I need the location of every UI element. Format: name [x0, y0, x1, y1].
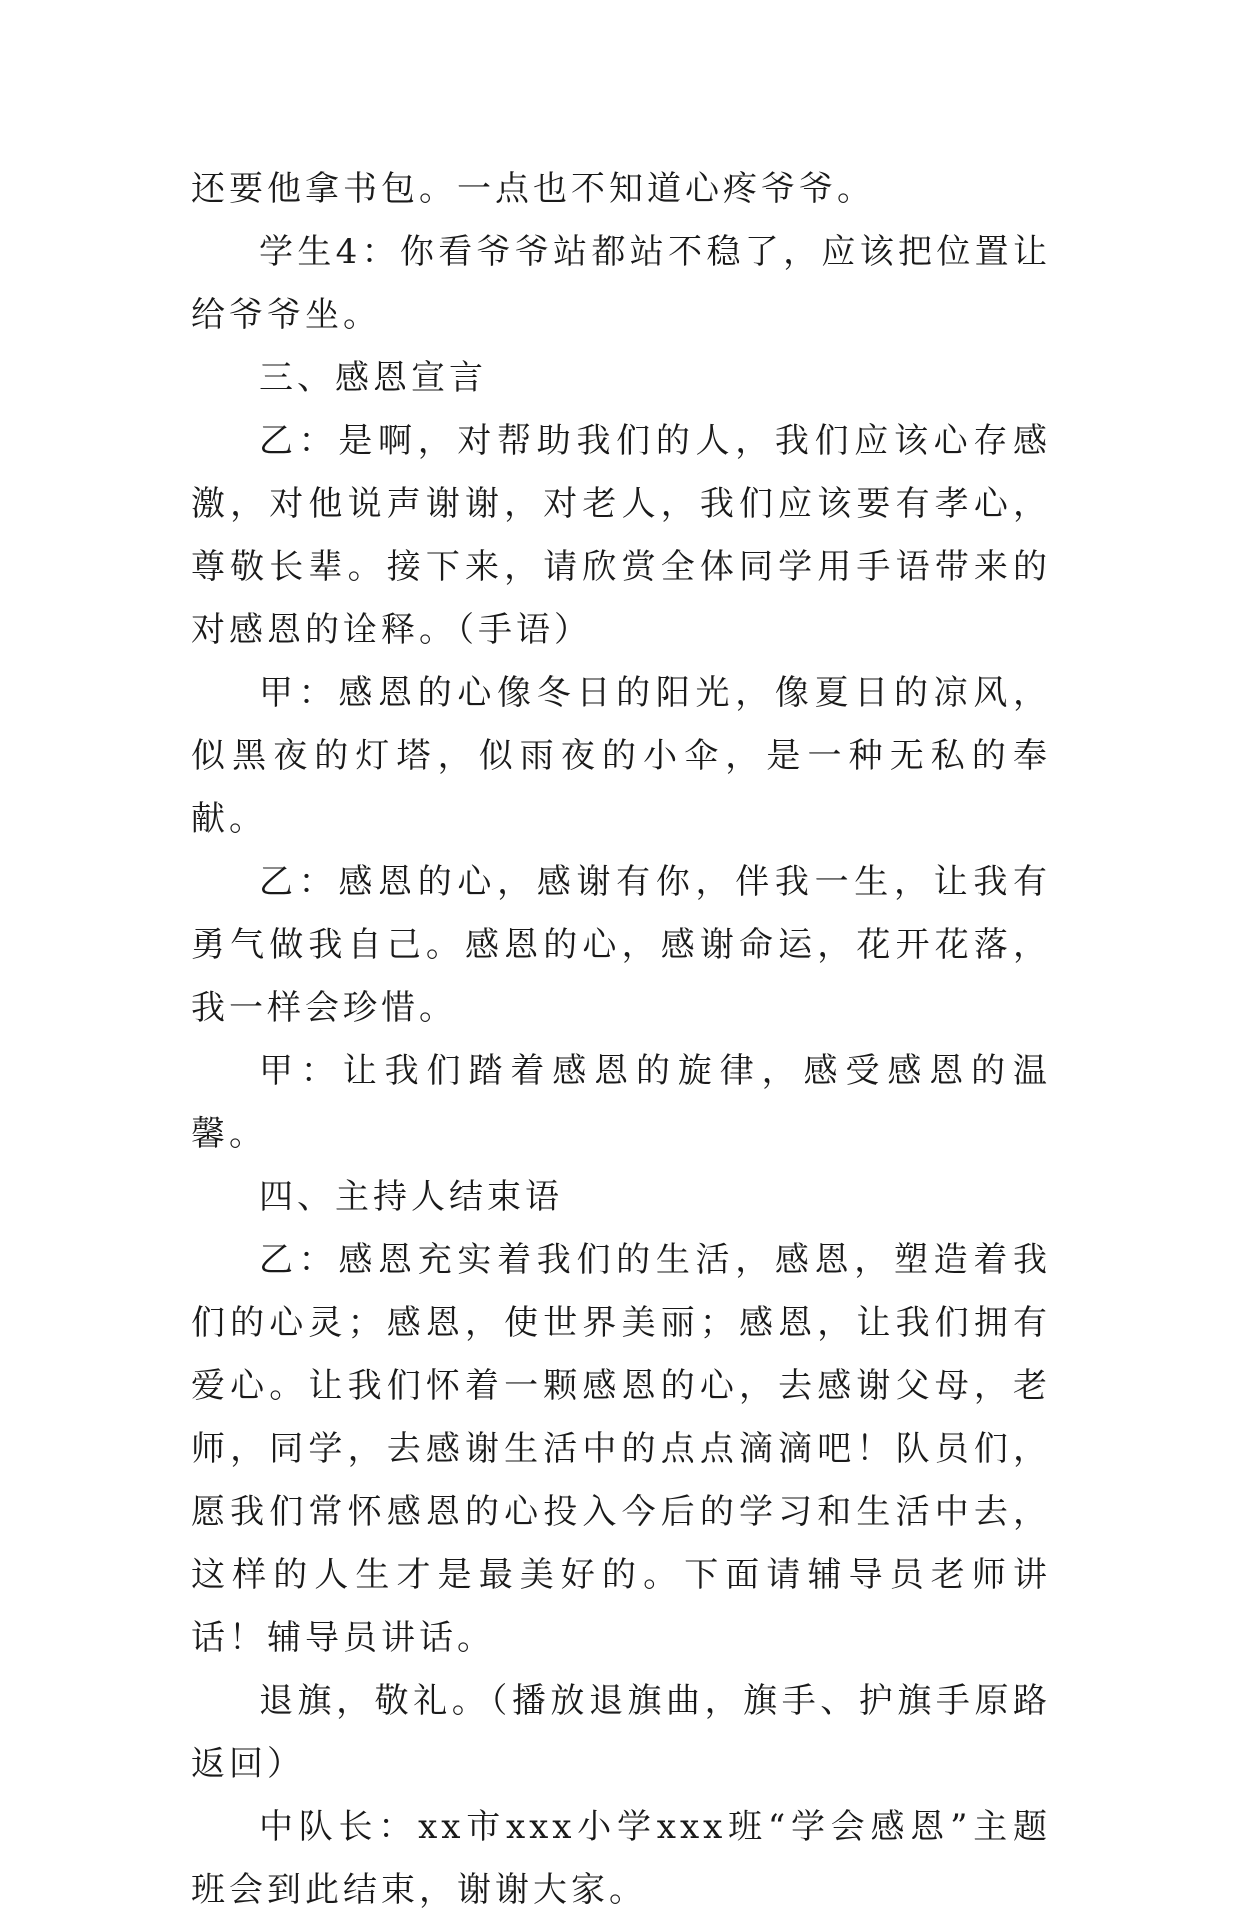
section-heading-3: 三、感恩宣言 — [259, 358, 487, 398]
paragraph-jia-1: 甲：感恩的心像冬日的阳光，像夏日的凉风，似黑夜的灯塔，似雨夜的小伞，是一种无私的奉献。 — [191, 673, 1051, 839]
paragraph-continuation: 还要他拿书包。一点也不知道心疼爷爷。 — [191, 169, 875, 209]
section-heading-4: 四、主持人结束语 — [259, 1177, 563, 1217]
paragraph-flag-retreat: 退旗，敬礼。（播放退旗曲，旗手、护旗手原路返回） — [191, 1681, 1051, 1784]
paragraph-yi-3: 乙：感恩充实着我们的生活，感恩，塑造着我们的心灵；感恩，使世界美丽；感恩，让我们拥有爱心。让我们怀着一颗感恩的心，去感谢父母，老师，同学，去感谢生活中的点点滴滴吧！队员们，愿我们常怀感恩的心投入今后的学习和生活中去，这样的人生才是最美好的。下面请辅导员老师讲话！辅导员讲话。 — [191, 1240, 1051, 1658]
paragraph-yi-2: 乙：感恩的心，感谢有你，伴我一生，让我有勇气做我自己。感恩的心，感谢命运，花开花落，我一样会珍惜。 — [191, 862, 1051, 1028]
paragraph-jia-2: 甲：让我们踏着感恩的旋律，感受感恩的温馨。 — [191, 1051, 1051, 1154]
paragraph-closing: 中队长：xx市xxx小学xxx班“学会感恩”主题班会到此结束，谢谢大家。 — [191, 1807, 1051, 1910]
document-body — [191, 158, 1051, 1922]
paragraph-student4: 学生4：你看爷爷站都站不稳了，应该把位置让给爷爷坐。 — [191, 232, 1051, 335]
paragraph-yi-1: 乙：是啊，对帮助我们的人，我们应该心存感激，对他说声谢谢，对老人，我们应该要有孝心，尊敬长辈。接下来，请欣赏全体同学用手语带来的对感恩的诠释。（手语） — [191, 421, 1051, 650]
